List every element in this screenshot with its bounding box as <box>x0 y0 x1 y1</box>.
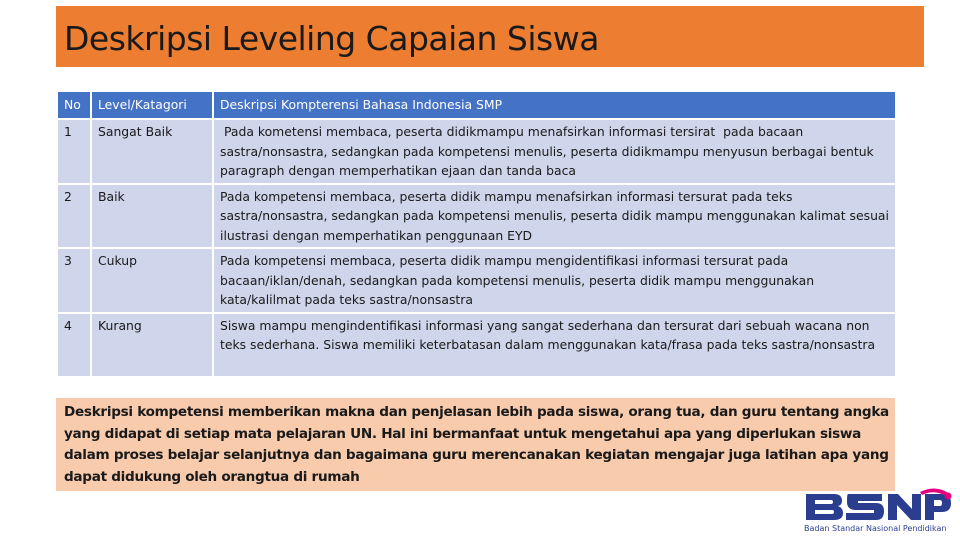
cell-description: Pada kompetensi membaca, peserta didik mampu menafsirkan informasi tersurat pada teks sastra/nonsastra, sedangkan pada kompetensi menulis, peserta didik mampu menggunakan kalimat sesuai ilustrasi dengan memperhatikan penggunaan EYD <box>220 188 889 243</box>
table-row <box>58 249 895 312</box>
cell-no: 4 <box>58 314 92 376</box>
cell-level: Kurang <box>92 314 214 376</box>
title-bar <box>56 6 924 67</box>
leveling-table <box>58 90 895 378</box>
header-description: Deskripsi Kompterensi Bahasa Indonesia SMP <box>220 97 503 113</box>
cell-no: 2 <box>58 185 92 248</box>
cell-level: Sangat Baik <box>92 120 214 183</box>
cell-level: Baik <box>92 185 214 248</box>
header-no: No <box>58 92 92 118</box>
note-text: Deskripsi kompetensi memberikan makna dan penjelasan lebih pada siswa, orang tua, dan guru tentang angka yang didapat di setiap mata pelajaran UN. Hal ini bermanfaat untuk mengetahui apa yang diperlukan siswa dalam proses belajar selanjutnya dan bagaimana guru merencanakan kegiatan mengajar juga latihan apa yang dapat didukung oleh orangtua di rumah <box>64 404 889 486</box>
page-title: Deskripsi Leveling Capaian Siswa <box>64 19 599 58</box>
logo-caption: Badan Standar Nasional Pendidikan <box>804 524 947 533</box>
cell-description: Pada kometensi membaca, peserta didikmampu menafsirkan informasi tersirat pada bacaan sastra/nonsastra, sedangkan pada kompetensi menulis, peserta didikmampu menyusun berbagai bentuk paragraph dengan memperhatikan ejaan dan tanda baca <box>220 124 878 178</box>
cell-no: 1 <box>58 120 92 183</box>
bsnp-logo <box>800 486 952 540</box>
table-header-row <box>58 92 895 118</box>
table-row <box>58 185 895 248</box>
cell-description: Pada kompetensi membaca, peserta didik mampu mengidentifikasi informasi tersurat pada bacaan/iklan/denah, sedangkan pada kompetensi menulis, peserta didik mampu menggunakan kata/kalilmat pada teks sastra/nonsastra <box>220 253 815 307</box>
table-row <box>58 314 895 376</box>
note-box <box>56 398 895 491</box>
cell-no: 3 <box>58 249 92 312</box>
cell-description: Siswa mampu mengindentifikasi informasi yang sangat sederhana dan tersurat dari sebuah wacana non teks sederhana. Siswa memiliki keterbatasan dalam menggunakan kata/frasa pada teks sastra/nonsastra <box>220 317 876 352</box>
table-row <box>58 120 895 183</box>
header-level: Level/Katagori <box>92 92 214 118</box>
cell-level: Cukup <box>92 249 214 312</box>
bsnp-logo-mark <box>800 486 952 526</box>
